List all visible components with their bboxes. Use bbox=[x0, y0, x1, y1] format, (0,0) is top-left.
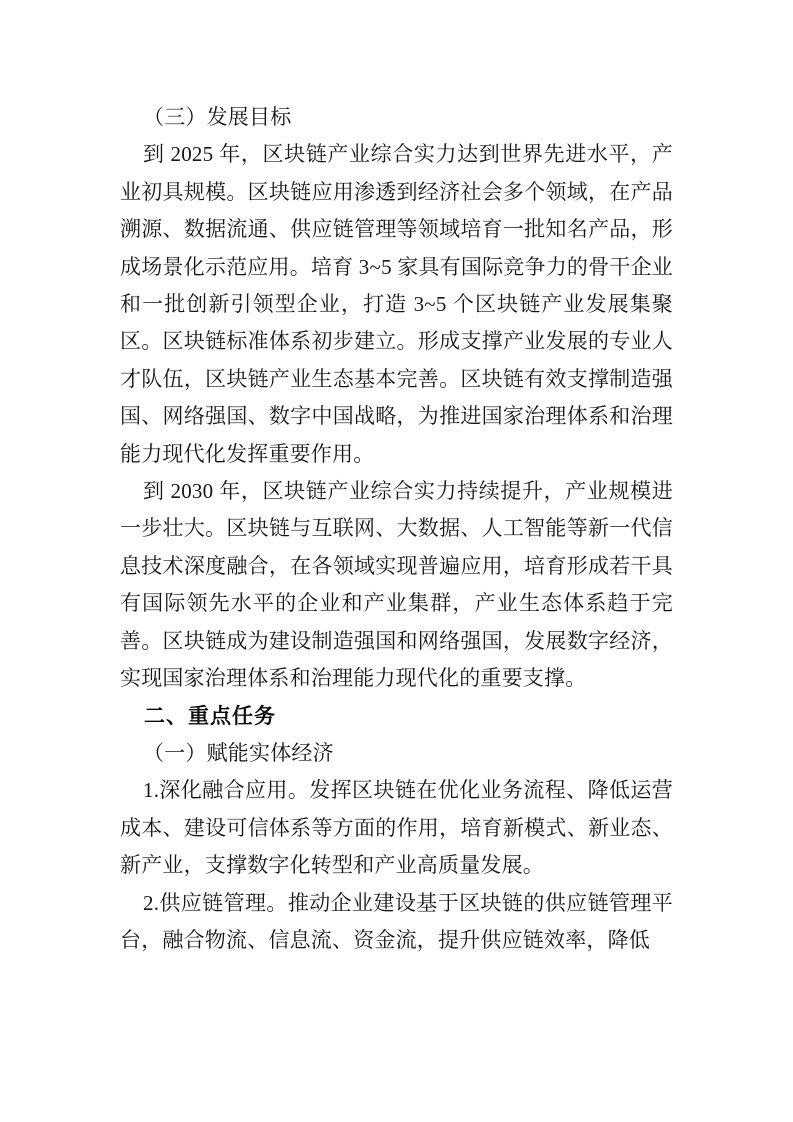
paragraph-2-body: 到 2025 年，区块链产业综合实力达到世界先进水平，产业初具规模。区块链应用渗透到经济社会多个领域，在产品溯源、数据流通、供应链管理等领域培育一批知名产品，形成场景化示范应用。培育 3~5 家具有国际竞争力的骨干企业和一批创新引领型企业，打造 3~5 个区块链产业发展集聚区。区块链标准体系初步建立。形成支撑产业发展的专业人才队伍，区块链产业生态基本完善。区块链有效支撑制造强国、网络强国、数字中国战略，为推进国家治理体系和治理能力现代化发挥重要作用。 bbox=[120, 142, 673, 466]
paragraph-4-heading: 二、重点任务 bbox=[144, 704, 276, 728]
document-content bbox=[120, 99, 673, 959]
paragraph-7-body: 2.供应链管理。推动企业建设基于区块链的供应链管理平台，融合物流、信息流、资金流，提升供应链效率，降低 bbox=[120, 890, 673, 952]
paragraph-3-body: 到 2030 年，区块链产业综合实力持续提升，产业规模进一步壮大。区块链与互联网、大数据、人工智能等新一代信息技术深度融合，在各领域实现普遍应用，培育形成若干具有国际领先水平的企业和产业集群，产业生态体系趋于完善。区块链成为建设制造强国和网络强国，发展数字经济，实现国家治理体系和治理能力现代化的重要支撑。 bbox=[120, 479, 673, 691]
paragraph-1-subheading: （三）发展目标 bbox=[143, 105, 292, 129]
paragraph-6-body: 1.深化融合应用。发挥区块链在优化业务流程、降低运营成本、建设可信体系等方面的作用，培育新模式、新业态、新产业，支撑数字化转型和产业高质量发展。 bbox=[120, 778, 673, 878]
paragraph-5-subheading: （一）赋能实体经济 bbox=[143, 740, 334, 765]
